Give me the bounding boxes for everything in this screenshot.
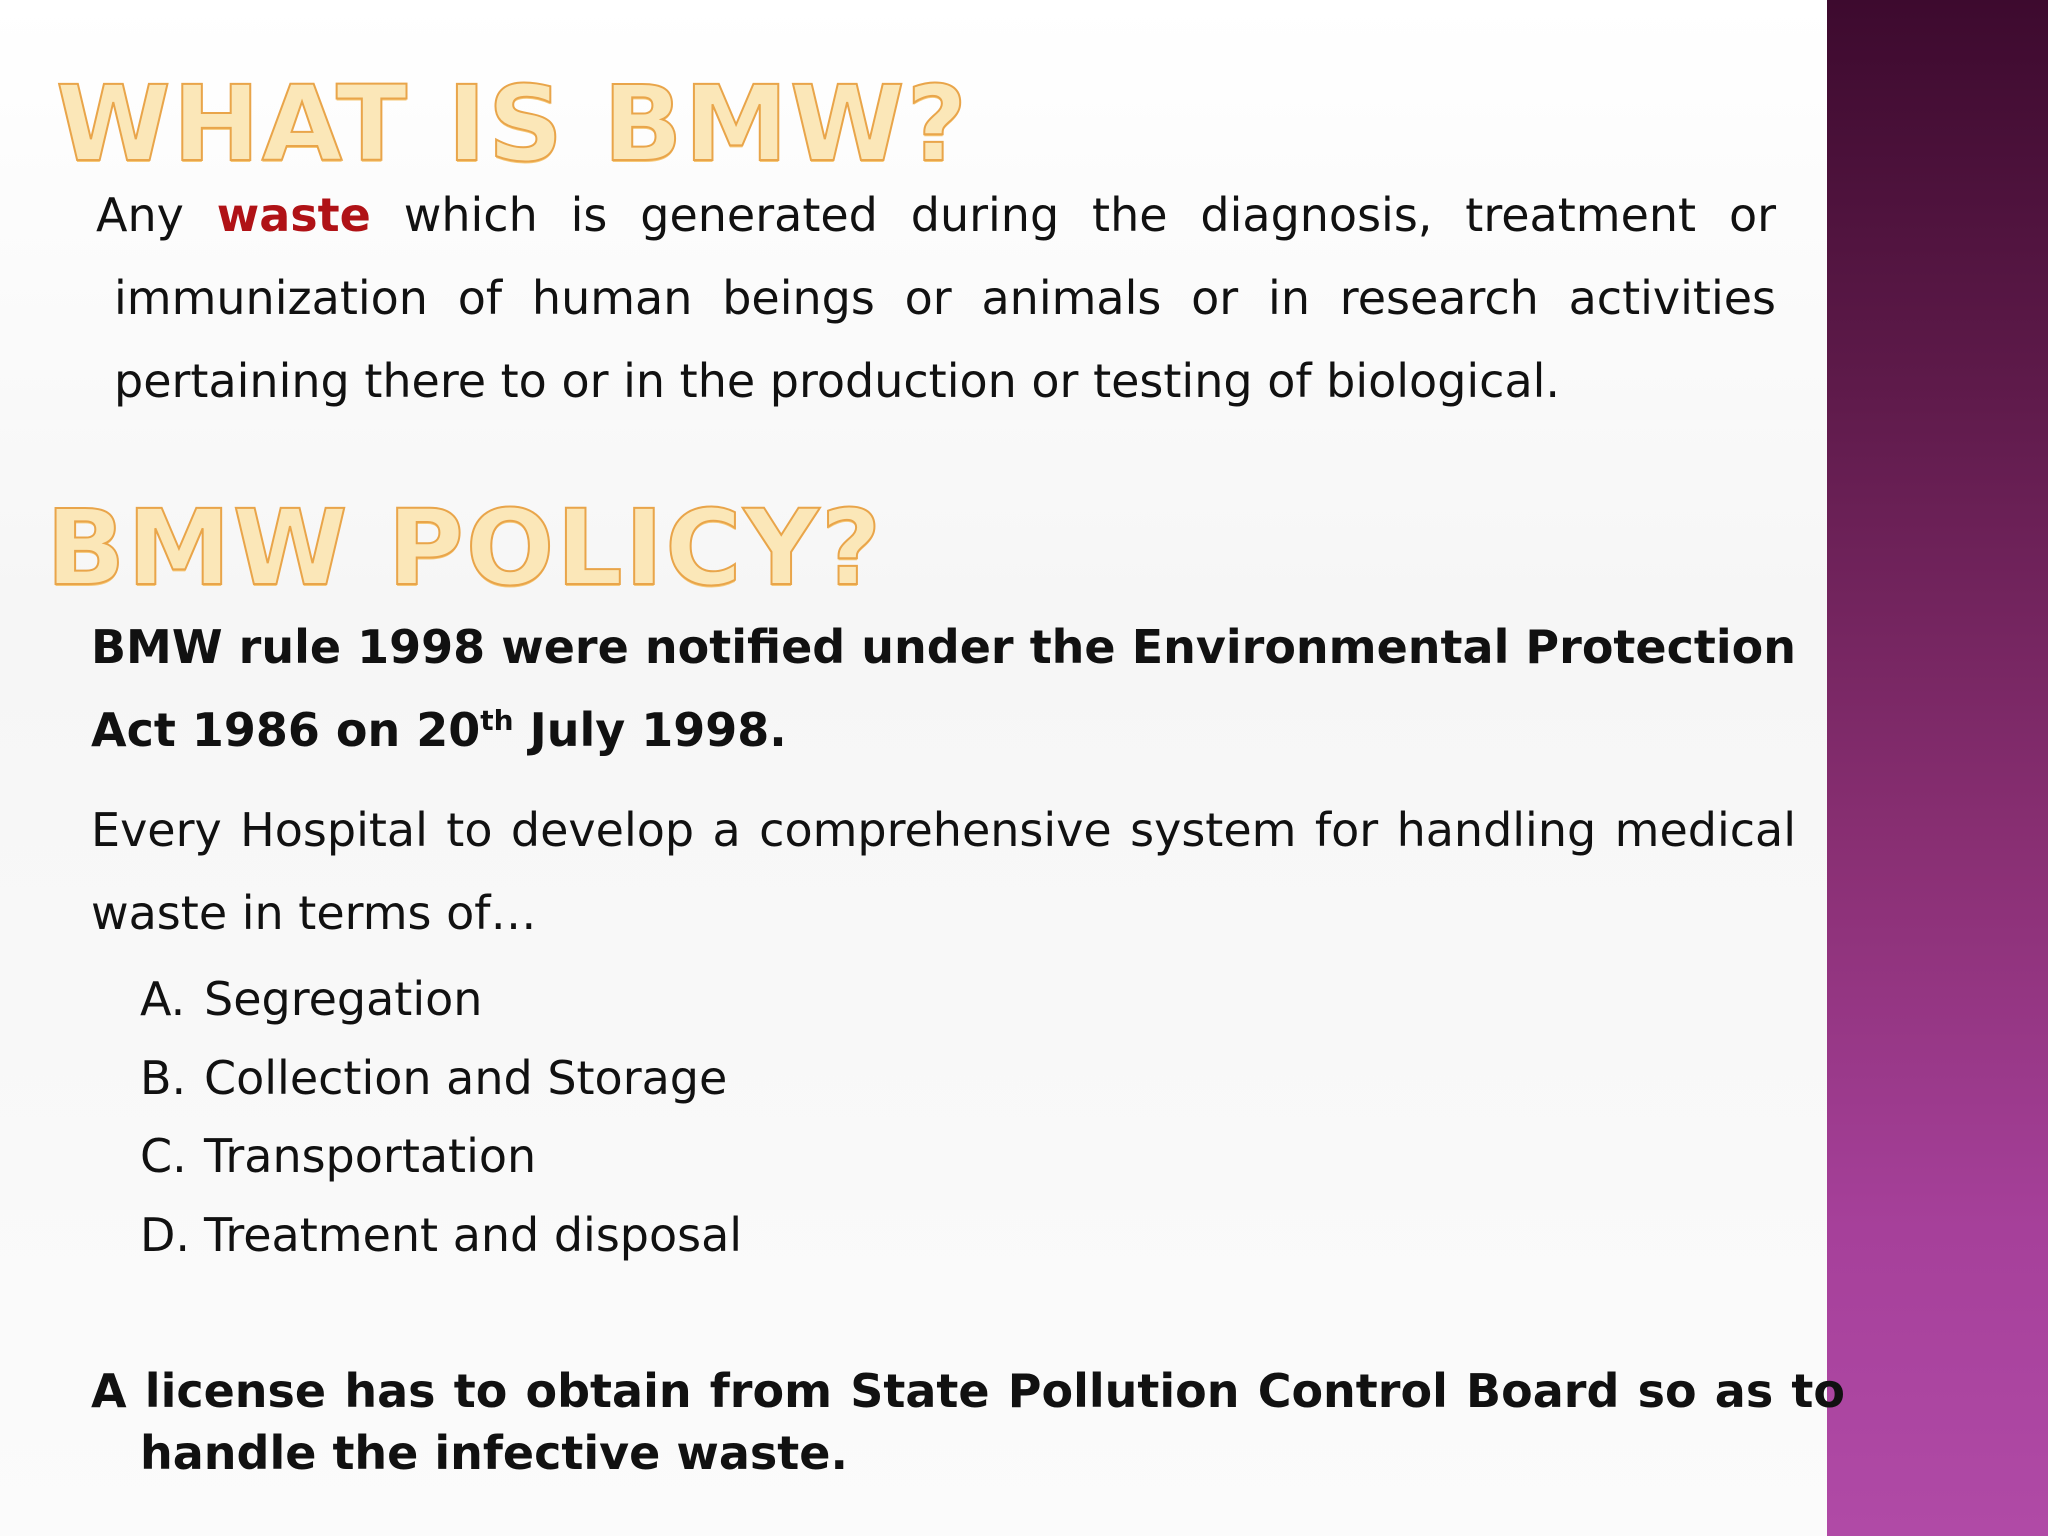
decorative-side-panel xyxy=(1827,0,2048,1536)
definition-prefix: Any xyxy=(96,188,184,242)
list-marker: C. xyxy=(140,1129,187,1183)
hospital-requirement-paragraph: Every Hospital to develop a comprehensive system for handling medical waste in terms of… xyxy=(91,803,1796,940)
list-marker: D. xyxy=(140,1207,191,1262)
rule-notification-paragraph xyxy=(91,606,1796,772)
list-marker: A. xyxy=(140,972,186,1026)
definition-continuation: immunization of human beings or animals or in research activities pertaining there to or in the production or testing of biological. xyxy=(114,271,1776,408)
list-item-text: Segregation xyxy=(204,972,483,1026)
license-requirement-paragraph: A license has to obtain from State Pollution Control Board so as to handle the infective waste. xyxy=(91,1364,1845,1480)
list-item xyxy=(140,1039,742,1118)
definition-first-line xyxy=(96,174,1776,257)
waste-handling-steps-list xyxy=(140,960,742,1274)
list-marker: B. xyxy=(140,1050,187,1105)
list-item xyxy=(140,1117,742,1196)
highlighted-word-waste: waste xyxy=(216,188,371,242)
list-item-text: Transportation xyxy=(204,1129,537,1183)
list-item xyxy=(140,960,742,1039)
rule-text-part1: BMW rule 1998 were notified under the Environmental Protection Act 1986 on 20 xyxy=(91,620,1796,757)
list-item-text: Treatment and disposal xyxy=(204,1207,743,1262)
rule-text-part2: July 1998. xyxy=(513,703,787,757)
section-heading-what-is-bmw: WHAT IS BMW? xyxy=(56,63,969,185)
list-item-text: Collection and Storage xyxy=(204,1050,728,1105)
definition-line1-rest: which is generated during the diagnosis, treatment or xyxy=(403,188,1777,242)
definition-paragraph xyxy=(96,174,1776,423)
list-item xyxy=(140,1196,742,1275)
section-heading-bmw-policy: BMW POLICY? xyxy=(46,487,884,609)
ordinal-suffix: th xyxy=(480,704,514,737)
